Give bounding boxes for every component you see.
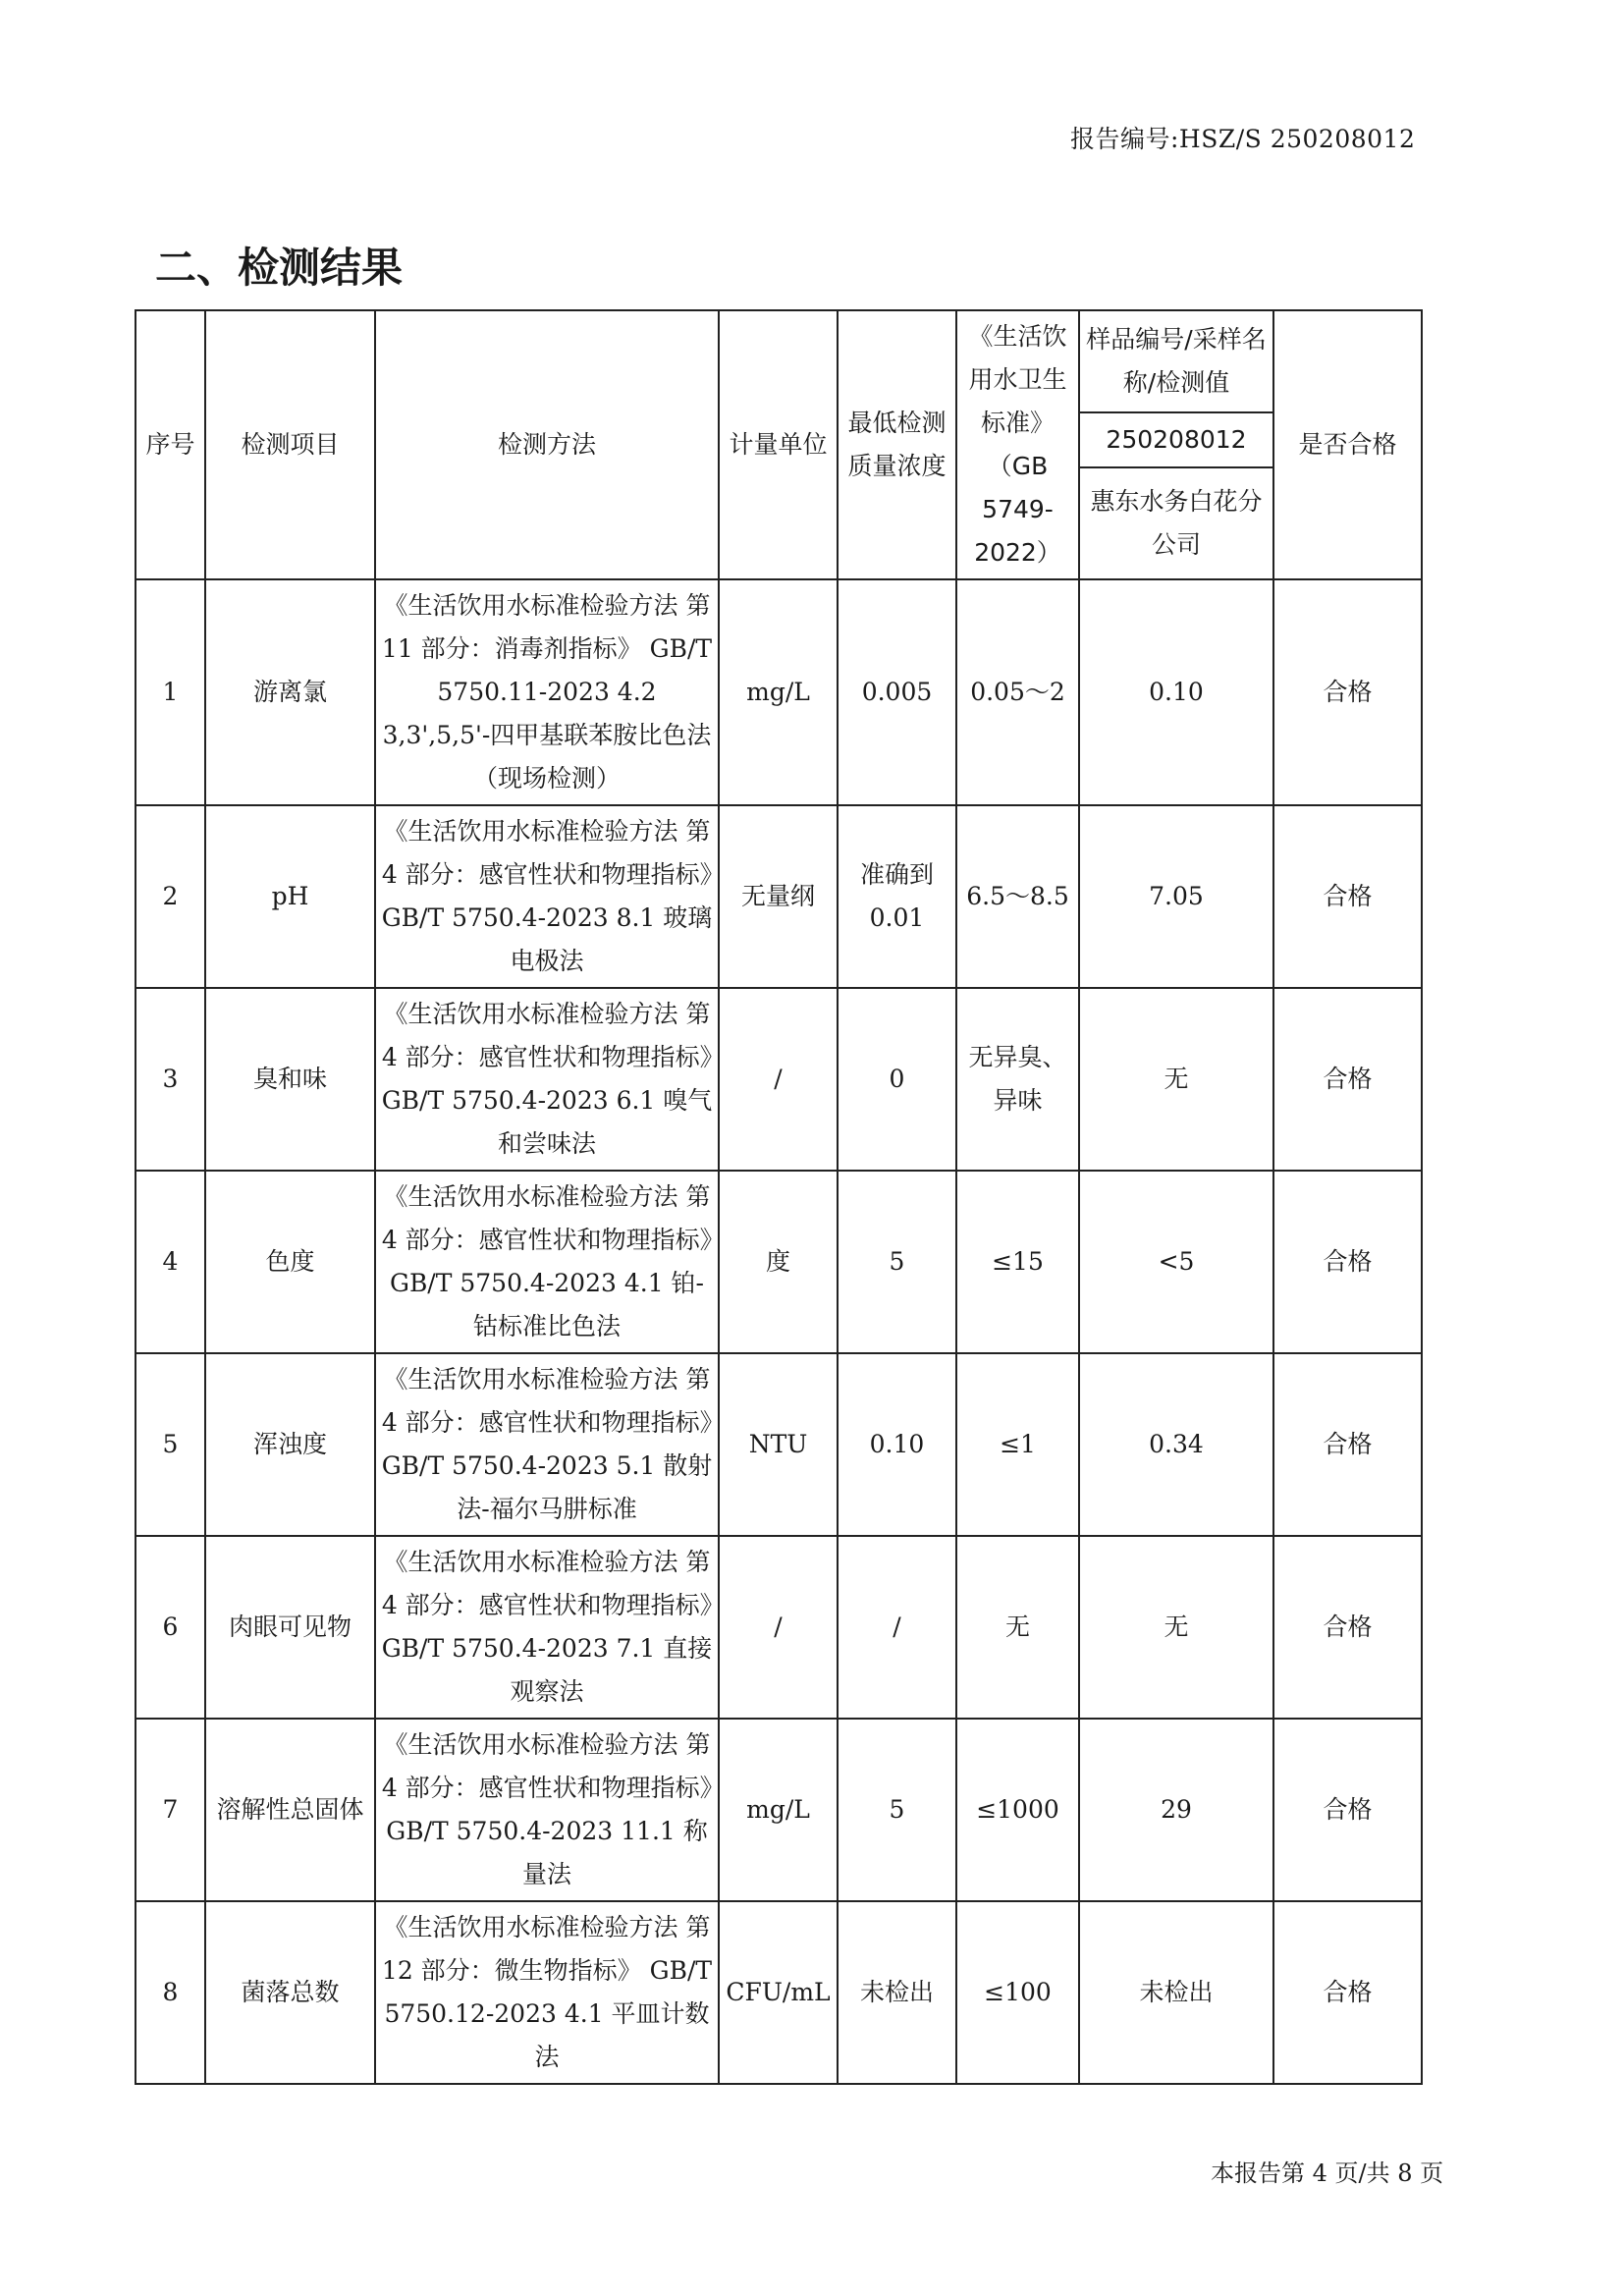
cell-unit: 度 (719, 1171, 838, 1353)
cell-method: 《生活饮用水标准检验方法 第 11 部分：消毒剂指标》 GB/T 5750.11-2023 4.2 3,3',5,5'-四甲基联苯胺比色法（现场检测） (375, 579, 719, 805)
section-title: 二、检测结果 (155, 244, 404, 292)
table-row (135, 1901, 1422, 2084)
table-row (135, 579, 1422, 805)
cell-item: 游离氯 (205, 579, 375, 805)
cell-verdict: 合格 (1273, 1353, 1422, 1536)
cell-method: 《生活饮用水标准检验方法 第 4 部分：感官性状和物理指标》GB/T 5750.4-2023 11.1 称量法 (375, 1719, 719, 1901)
header-sample-group: 样品编号/采样名称/检测值 (1079, 310, 1273, 412)
cell-item: 浑浊度 (205, 1353, 375, 1536)
cell-value: 无 (1079, 1536, 1273, 1719)
header-seq: 序号 (135, 310, 205, 579)
cell-method: 《生活饮用水标准检验方法 第 12 部分：微生物指标》 GB/T 5750.12-2023 4.1 平皿计数法 (375, 1901, 719, 2084)
cell-limit: 0.05～2 (956, 579, 1079, 805)
cell-item: pH (205, 805, 375, 988)
cell-value: 未检出 (1079, 1901, 1273, 2084)
cell-limit: ≤1 (956, 1353, 1079, 1536)
header-item: 检测项目 (205, 310, 375, 579)
report-number: 报告编号:HSZ/S 250208012 (1070, 125, 1416, 153)
cell-verdict: 合格 (1273, 1536, 1422, 1719)
header-min-conc: 最低检测质量浓度 (838, 310, 956, 579)
cell-item: 色度 (205, 1171, 375, 1353)
cell-seq: 6 (135, 1536, 205, 1719)
header-sample-id: 250208012 (1079, 412, 1273, 467)
cell-min-conc: 0 (838, 988, 956, 1171)
cell-seq: 7 (135, 1719, 205, 1901)
cell-min-conc: 0.005 (838, 579, 956, 805)
cell-verdict: 合格 (1273, 805, 1422, 988)
cell-seq: 4 (135, 1171, 205, 1353)
cell-seq: 2 (135, 805, 205, 988)
cell-value: 7.05 (1079, 805, 1273, 988)
cell-unit: 无量纲 (719, 805, 838, 988)
cell-method: 《生活饮用水标准检验方法 第 4 部分：感官性状和物理指标》GB/T 5750.4-2023 7.1 直接观察法 (375, 1536, 719, 1719)
cell-limit: ≤15 (956, 1171, 1079, 1353)
table-row (135, 1171, 1422, 1353)
results-table (135, 309, 1423, 2085)
cell-method: 《生活饮用水标准检验方法 第 4 部分：感官性状和物理指标》GB/T 5750.4-2023 6.1 嗅气和尝味法 (375, 988, 719, 1171)
cell-value: 无 (1079, 988, 1273, 1171)
cell-seq: 1 (135, 579, 205, 805)
cell-item: 肉眼可见物 (205, 1536, 375, 1719)
cell-limit: ≤1000 (956, 1719, 1079, 1901)
cell-seq: 8 (135, 1901, 205, 2084)
cell-item: 臭和味 (205, 988, 375, 1171)
cell-min-conc: / (838, 1536, 956, 1719)
cell-item: 溶解性总固体 (205, 1719, 375, 1901)
cell-unit: CFU/mL (719, 1901, 838, 2084)
header-method: 检测方法 (375, 310, 719, 579)
table-row (135, 1353, 1422, 1536)
cell-verdict: 合格 (1273, 1901, 1422, 2084)
cell-method: 《生活饮用水标准检验方法 第 4 部分：感官性状和物理指标》GB/T 5750.4-2023 8.1 玻璃电极法 (375, 805, 719, 988)
header-verdict: 是否合格 (1273, 310, 1422, 579)
cell-method: 《生活饮用水标准检验方法 第 4 部分：感官性状和物理指标》GB/T 5750.4-2023 5.1 散射法-福尔马肼标准 (375, 1353, 719, 1536)
cell-value: 29 (1079, 1719, 1273, 1901)
cell-min-conc: 未检出 (838, 1901, 956, 2084)
table-row (135, 988, 1422, 1171)
cell-method: 《生活饮用水标准检验方法 第 4 部分：感官性状和物理指标》GB/T 5750.4-2023 4.1 铂-钴标准比色法 (375, 1171, 719, 1353)
header-sample-name: 惠东水务白花分公司 (1079, 467, 1273, 579)
page-footer: 本报告第 4 页/共 8 页 (1211, 2159, 1444, 2187)
cell-min-conc: 0.10 (838, 1353, 956, 1536)
cell-unit: mg/L (719, 579, 838, 805)
cell-verdict: 合格 (1273, 988, 1422, 1171)
cell-unit: NTU (719, 1353, 838, 1536)
table-row (135, 1536, 1422, 1719)
table-header-row (135, 310, 1422, 412)
cell-seq: 3 (135, 988, 205, 1171)
cell-item: 菌落总数 (205, 1901, 375, 2084)
cell-limit: 无 (956, 1536, 1079, 1719)
cell-value: <5 (1079, 1171, 1273, 1353)
cell-min-conc: 5 (838, 1171, 956, 1353)
cell-unit: mg/L (719, 1719, 838, 1901)
header-unit: 计量单位 (719, 310, 838, 579)
cell-limit: ≤100 (956, 1901, 1079, 2084)
cell-seq: 5 (135, 1353, 205, 1536)
header-standard: 《生活饮用水卫生标准》（GB 5749-2022） (956, 310, 1079, 579)
cell-value: 0.34 (1079, 1353, 1273, 1536)
table-row (135, 805, 1422, 988)
table-row (135, 1719, 1422, 1901)
cell-verdict: 合格 (1273, 1171, 1422, 1353)
cell-limit: 无异臭、异味 (956, 988, 1079, 1171)
cell-verdict: 合格 (1273, 1719, 1422, 1901)
cell-limit: 6.5～8.5 (956, 805, 1079, 988)
cell-value: 0.10 (1079, 579, 1273, 805)
cell-unit: / (719, 988, 838, 1171)
cell-min-conc: 5 (838, 1719, 956, 1901)
cell-verdict: 合格 (1273, 579, 1422, 805)
cell-unit: / (719, 1536, 838, 1719)
cell-min-conc: 准确到 0.01 (838, 805, 956, 988)
